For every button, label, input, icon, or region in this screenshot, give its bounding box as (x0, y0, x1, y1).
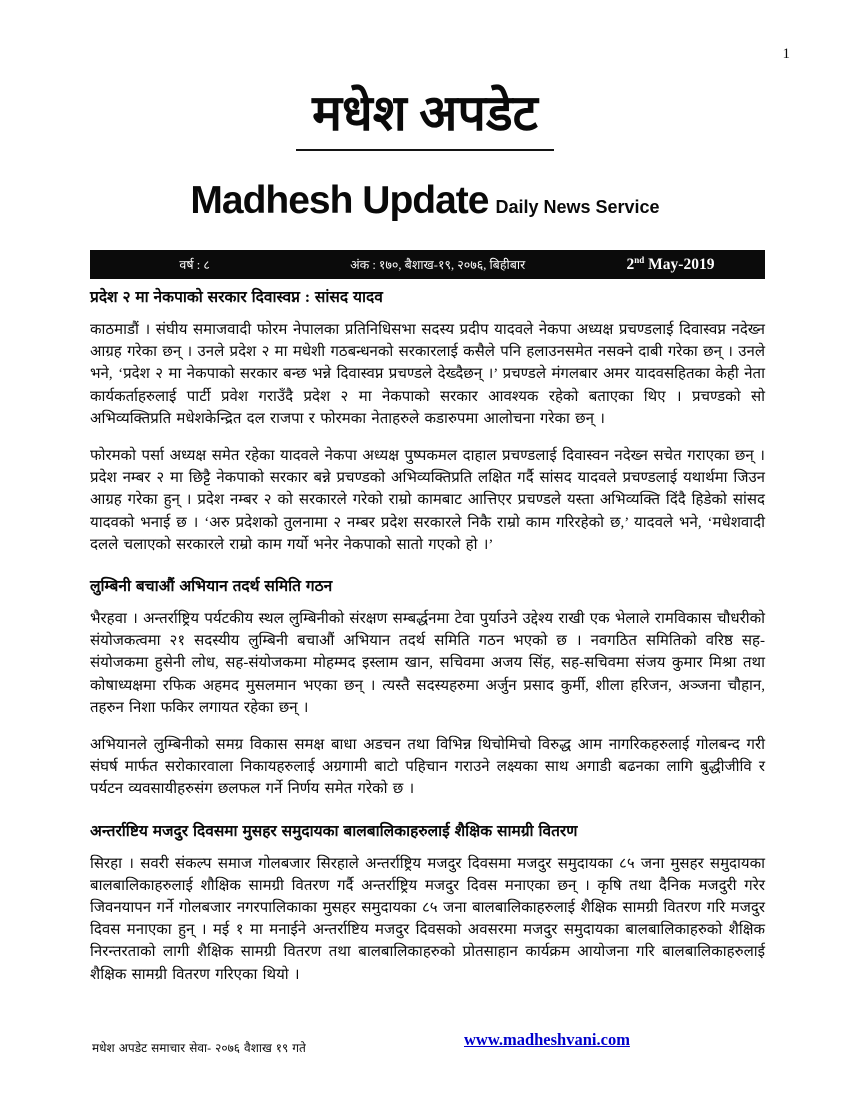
date-rest: May-2019 (644, 256, 715, 274)
issue-year: वर्ष : ८ (179, 258, 210, 272)
article-paragraph: काठमाडौं । संघीय समाजवादी फोरम नेपालका प्रतिनिधिसभा सदस्य प्रदीप यादवले नेकपा अध्यक्ष प्रचण्डलाई दिवास्वप्न नदेख्न आग्रह गरेका छन् । उनले प्रदेश २ मा मधेशी गठबन्धनको सरकारलाई कसैले पनि हलाउनसमेत नसक्ने दाबी गरेका छन् । उनले भने, ‘प्रदेश २ मा नेकपाको सरकार बन्छ भन्ने दिवास्वप्न प्रचण्डले देख्दैछन् ।’ प्रचण्डले मंगलबार अमर यादवसहितका केही नेता कार्यकर्ताहरुलाई पार्टी प्रवेश गराउँदै प्रदेश २ मा नेकपाको सरकार आवश्यक रहेको बताएका थिए । प्रचण्डको सो अभिव्यक्तिप्रति मधेशकेन्द्रित दल राजपा र फोरमका नेताहरुले कडारुपमा आलोचना गरेका छन् । (90, 322, 765, 427)
article-heading: अन्तर्राष्टिय मजदुर दिवसमा मुसहर समुदायका बालबालिकाहरुलाई शैक्षिक सामग्री वितरण (90, 822, 578, 840)
articles-content (90, 288, 765, 986)
article-heading: लुम्बिनी बचाऔं अभियान तदर्थ समिति गठन (90, 578, 333, 596)
article-lumbini-bachau (90, 577, 765, 801)
masthead-english-row (0, 179, 850, 223)
article-paragraph: सिरहा । सवरी संकल्प समाज गोलबजार सिरहाले अन्तर्राष्ट्रिय मजदुर दिवसमा मजदुर समुदायका ८५ जना मुसहर समुदायका बालबालिकाहरुलाई शौक्षिक सामग्री वितरण गर्दै अन्तर्राष्ट्रिय मजदुर दिवस मनाएका छन् । कृषि तथा दैनिक मजदुरी गरेर जिवनयापन गर्ने गोलबजार नगरपालिकाका मुसहर समुदायका ८५ जना बालबालिकाहरुलाई शैक्षिक सामग्री वितरण गरि मजदुर दिवस मनाएका हुन् । मई १ मा मनाईने अन्तर्राष्टिय मजदुर दिवसको अवसरमा मजदुर समुदायका बालबालिकाहरुको शैक्षिक निरन्तरताको लागी शैक्षिक सामग्री वितरण तथा बालबालिकाहरुको प्रोतसाहान कार्यक्रम आयोजना गरि बालबालिकाहरुलाई शैक्षिक सामग्री वितरण गरिएका थियो । (90, 855, 765, 983)
article-heading: प्रदेश २ मा नेकपाको सरकार दिवास्वप्न : सांसद यादव (90, 289, 383, 306)
article-paragraph: फोरमको पर्सा अध्यक्ष समेत रहेका यादवले नेकपा अध्यक्ष पुष्पकमल दाहाल प्रचण्डलाई दिवास्वन नदेख्न सचेत गराएका छन् । प्रदेश नम्बर २ मा छिट्टै नेकपाको सरकार बन्ने प्रचण्डको अभिव्यक्तिप्रति लक्षित गर्दै सांसद यादवले प्रचण्डलाई यथार्थमा जिउन आग्रह गरेका हुन् । प्रदेश नम्बर २ को सरकारले गरेको राम्रो कामबाट आत्तिएर प्रचण्डले यस्ता अभिव्यक्ति दिंदै हिडेको सांसद यादवको भनाई छ । ‘अरु प्रदेशको तुलनामा २ नम्बर प्रदेश सरकारले निकै राम्रो काम गरिरहेको छ,’ यादवले भने, ‘मधेशवादी दलले चलाएको सरकारले राम्रो काम गर्यो भनेर नेकपाको सातो गएको हो ।’ (90, 448, 765, 553)
article-majdur-diwas (90, 822, 765, 986)
masthead-title-nepali: मधेश अपडेट (296, 86, 554, 151)
article-paragraph: अभियानले लुम्बिनीको समग्र विकास समक्ष बाधा अडचन तथा विभिन्न थिचोमिचो विरुद्ध आम नागरिकहरुलाई गोलबन्द गरी संघर्ष मार्फत सरोकारवाला निकायहरुलाई अग्रगामी बाटो पहिचान गराउने लक्ष्यका साथ अगाडी बढनका लागि बुद्धीजीवि र पर्यटन व्यवसायीहरुसंग छलफल गर्ने निर्णय समेत गरेको छ । (90, 737, 765, 798)
issue-date-english (576, 255, 765, 274)
issue-number-date: अंक : १७०, बैशाख-१९, २०७६, बिहीबार (350, 258, 526, 272)
masthead-subtitle-english: Daily News Service (495, 197, 660, 217)
date-ordinal: nd (634, 254, 645, 265)
issue-info-bar (90, 250, 765, 279)
page-number: 1 (782, 46, 790, 62)
article-paragraph: भैरहवा । अन्तर्राष्ट्रिय पर्यटकीय स्थल लुम्बिनीको संरक्षण सम्बर्द्धनमा टेवा पुर्याउने उद्देश्य राखी एक भेलाले रामविकास चौधरीको संयोजकत्वमा २१ सदस्यीय लुम्बिनी बचाऔं अभियान तदर्थ समिति गठन भएको छ । नवगठित समितिको वरिष्ठ सह-संयोजकमा हुसेनी लोध, सह-संयोजकमा मोहम्मद इस्लाम खान, सचिवमा अजय सिंह, सह-सचिवमा संजय कुमार मिश्रा तथा कोषाध्यक्षमा रफिक अहमद मुसलमान भएका छन् । त्यस्तै सदस्यहरुमा अर्जुन प्रसाद कुर्मी, शीला हरिजन, अञ्जना चौहान, तहरुन निशा फकिर लगायत रहेका छन् । (90, 611, 765, 716)
article-pradesh-2-nekapa (90, 288, 765, 556)
footer-website-link[interactable]: www.madheshvani.com (464, 1030, 630, 1049)
date-day: 2 (626, 256, 635, 274)
masthead (0, 0, 850, 151)
footer-service-label: मधेश अपडेट समाचार सेवा- २०७६ वैशाख १९ गते (92, 1041, 306, 1055)
masthead-title-english: Madhesh Update (190, 179, 489, 222)
